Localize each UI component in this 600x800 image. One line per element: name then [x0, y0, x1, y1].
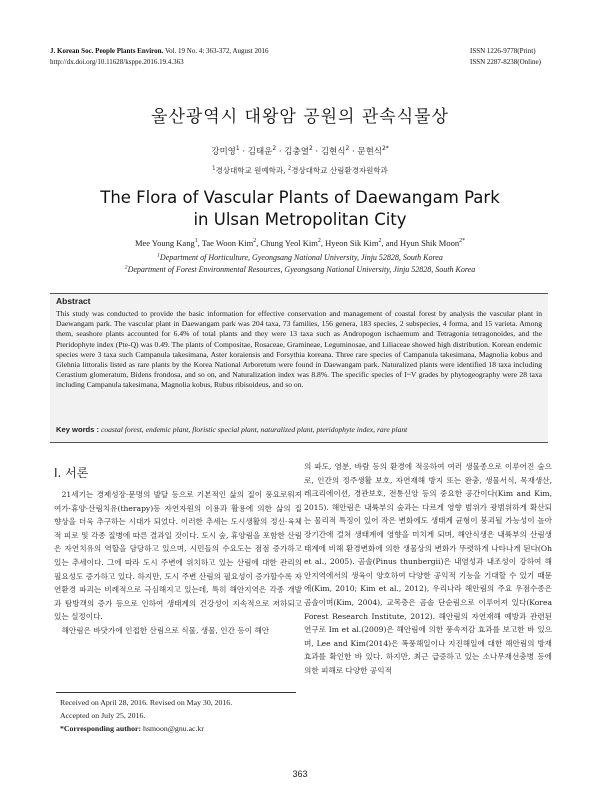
author-sup: 2* — [459, 238, 466, 245]
author-sup: 2 — [272, 145, 277, 153]
section-heading-introduction: Ⅰ. 서론 — [54, 466, 89, 480]
received-note: Received on April 28, 2016. Revised on May 30, 2016. — [60, 698, 233, 707]
author-en: and Hyun Shik Moon — [385, 238, 460, 248]
title-korean: 울산광역시 대왕암 공원의 관속식물상 — [151, 107, 449, 127]
paragraph: 의 파도, 염분, 바람 등의 환경에 적응하여 여러 생물종으로 이루어진 숲으로, 인간의 정주생활 보호, 자연재해 방지 또는 완충, 생물서식, 목재생산, 레크리에이션, 경관보호, 전통신앙 등의 중요한 공간이다(Kim and Kim, 2015). 해안림은 내륙부의 숲과는 다르게 영향 범위가 광범위하게 확산되는 물리적 특징이 있어 작은 변화에도 생태계 균형이 붕괴될 가능성이 높아 장기간에 걸쳐 생태계에 영향을 미치게 되며, 해안식생은 내륙부의 산림생태계에 비해 환경변화에 의한 생물상의 변화가 뚜렷하게 나타나게 된다(Oh et al., 2005). 곰솔(Pinus thunbergii)은 내염성과 내조성이 강하여 해안지역에서의 생육이 양호하여 다양한 공익적 기능을 기대할 수 있기 때문에(Kim, 2010; Kim et al., 2012), 우리나라 해안림의 주요 우점수종은 곰솔이며(Kim, 2004), 교목층은 곰솔 단순림으로 이루어져 있다(Korea Forest Research Institute, 2012). 해안림의 자연재해 예방과 관련된 연구로 Im et al.(2009)은 해안림에 의한 풍속저감 효과를 보고한 바 있으며, Lee and Kim(2014)은 폭풍해일이나 지진해일에 대한 해안림의 방재효과를 확인한 바 있다. 하지만, 최근 급증하고 있는 소나무재선충병 등에 의한 피해로 다양한 공익적 — [304, 462, 552, 675]
author-en: Tae Woon Kim — [201, 238, 254, 248]
corresponding-email[interactable]: hsmoon@gnu.ac.kr — [143, 724, 204, 733]
journal-name: J. Korean Soc. People Plants Environ. — [50, 47, 164, 55]
left-column — [54, 488, 302, 638]
aff-en-1-text: Department of Horticulture, Gyeongsang National University, Jinju 52828, South Korea — [159, 253, 443, 262]
keywords — [56, 425, 542, 434]
corresponding-label: *Corresponding author: — [60, 724, 142, 733]
author-en: Mee Young Kang — [134, 238, 195, 248]
accepted-note: Accepted on July 25, 2016. — [60, 711, 146, 720]
author-sup: 2* — [382, 145, 389, 153]
right-column — [304, 460, 552, 678]
aff-ko-1: 경상대학교 원예학과, — [215, 166, 286, 175]
affiliation-english-1 — [0, 253, 600, 262]
paragraph: 해안림은 바닷가에 인접한 산림으로 식물, 생물, 인간 등이 해안 — [61, 625, 270, 635]
author-sup: 2 — [308, 145, 313, 153]
author-ko: 강미영 — [211, 147, 236, 157]
page-number: 363 — [292, 769, 308, 779]
title-english-line-1: The Flora of Vascular Plants of Daewangam Park — [100, 188, 500, 207]
author-sup: 1 — [235, 145, 240, 153]
corresponding-note — [60, 724, 204, 733]
affiliation-english-2 — [0, 265, 600, 274]
author-en: Hyeon Sik Kim — [325, 238, 379, 248]
author-ko: 김충열 — [284, 147, 309, 157]
issn-print: ISSN 1226-9778(Print) — [470, 47, 536, 55]
volume-pages: Vol. 19 No. 4: 363-372, August 2016 — [164, 47, 269, 55]
authors-english: Mee Young Kang$^1$, Tae Woon Kim$^2$, Chung Yeol Kim$^2$, Hyeon Sik Kim$^2$, and Hyun Shik Moon$^{2*}$ — [134, 238, 466, 248]
title-english-line-2: in Ulsan Metropolitan City — [193, 210, 407, 229]
aff-ko-2: 경상대학교 산림환경자원학과 — [291, 166, 388, 175]
title-english — [0, 187, 600, 231]
author-sup: 1 — [194, 238, 198, 245]
abstract-text: This study was conducted to provide the basic information for effective conservation and management of coastal forest by analysis the vascular plant in Daewangam park. The vascular plant in Daewangam park was 204 taxa, 73 families, 156 genera, 183 species, 2 subspecies, 4 forma, and 15 varieta. Among them, seashore plants accounted for 6.4% of total plants and they were 13 taxa such as Andropogon ischaemum and Tetragonia tetragonoides, and the Pteridophyte index (Pte-Q) was 0.49. The plants of Compositae, Rosaceae, Gramineae, Leguminosae, and Liliaceae showed high distribution. Korean endemic species were 3 taxa such Campanula takesimana, Aster koraiensis and Forsythia koreana. Three rare species of Campanula takesimana, Magnolia kobus and Glehnia littoralis listed as rare plants by the Korea National Arboretum were found in Daewangam park. Naturalized plants were identified 18 taxa including Cerastium glomeratum, Bidens frondosa, and so on, and Naturalization index was 8.8%. The specific species of I~V grades by phytogeography were 28 taxa including Campanula takesimana, Magnolia kobus, Rubus ribisoideus, and so on. — [56, 309, 542, 390]
doi-link[interactable]: http://dx.doi.org/10.11628/ksppe.2016.19.4.363 — [50, 58, 184, 66]
author-en: Chung Yeol Kim — [260, 238, 318, 248]
affiliations-korean — [0, 165, 600, 176]
journal-citation — [50, 46, 268, 56]
author-ko: 문현식 — [357, 147, 382, 157]
abstract-heading: Abstract — [56, 296, 91, 306]
aff-sup: 2 — [124, 264, 128, 271]
author-sup: 2 — [317, 238, 321, 245]
aff-sup: 1 — [212, 165, 216, 172]
keywords-label: Key words : — [56, 425, 100, 434]
aff-sup: 1 — [157, 252, 160, 259]
paragraph: 21세기는 경제성장·문명의 발달 등으로 기본적인 삶의 질이 풍요로워져 여가·휴양·산림치유(therapy)등 자연자원의 이용과 활용에 의한 삶의 질 향상을 더욱 추구하는 시대가 되었다. 이러한 추세는 도시생활의 정신·육체적 피로 및 각종 질병에 따른 결과일 것이다. 도시 숲, 휴양림을 포함한 산림은 자연치유의 역할을 담당하고 있으며, 시민들의 수요도는 점점 증가하고 있는 추세이다. 그에 따라 도시 주변에 위치하고 있는 산림에 대한 관리의 필요성도 증가하고 있다. 하지만, 도시 주변 산림의 필요성이 증가할수록 자연환경 파괴는 비례적으로 극심해지고 있는데, 특히 해안지역은 각종 개발과 탐방객의 증가 등으로 인하여 생태계의 건강성이 지속적으로 저하되고 있는 실정이다. — [54, 490, 302, 622]
author-sup: 2 — [253, 238, 257, 245]
issn-online: ISSN 2287-8238(Online) — [470, 58, 541, 66]
author-sup: 2 — [378, 238, 382, 245]
aff-sup: 2 — [287, 165, 292, 172]
author-ko: 김현식 — [320, 147, 346, 157]
author-sup: 2 — [345, 145, 350, 153]
author-ko: 김태운 — [247, 147, 273, 157]
authors-korean: 강미영$^1$ · 김태운$^2$ · 김충열$^2$ · 김현식$^2$ · 문현식$^{2*}$ — [211, 145, 389, 157]
aff-en-2-text: Department of Forest Environmental Resources, Gyeongsang National University, Jinju 52828, South Korea — [127, 265, 476, 274]
footnote-divider — [56, 692, 296, 693]
keywords-list: coastal forest, endemic plant, floristic special plant, naturalized plant, pteridophyte index, rare plant — [100, 425, 408, 434]
